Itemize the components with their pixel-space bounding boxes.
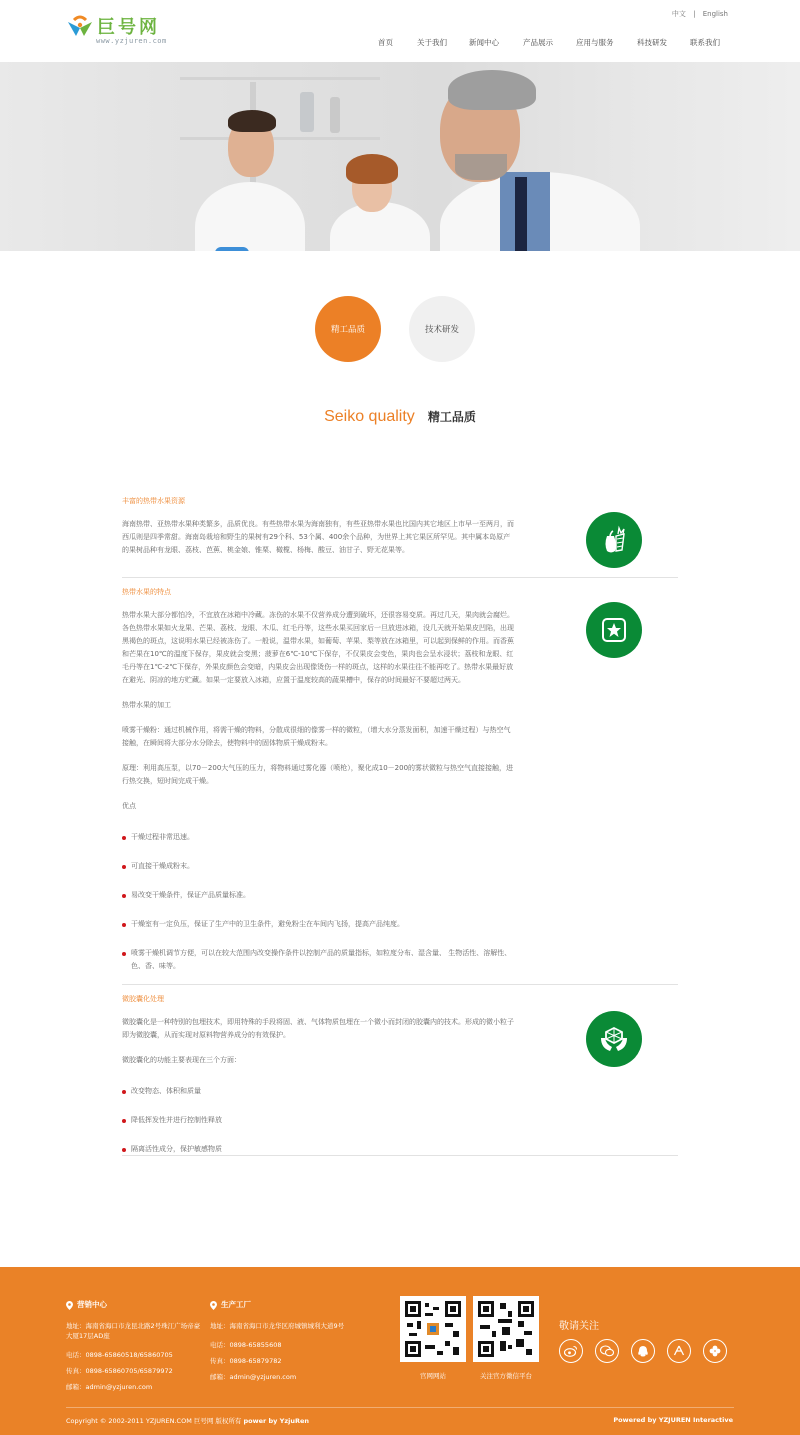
list-item: 干燥室有一定负压，保证了生产中的卫生条件，避免粉尘在车间内飞扬，提高产品纯度。 xyxy=(122,918,517,931)
list-item: 改变物态、体积和质量 xyxy=(122,1085,517,1098)
block-paragraph: 微胶囊化的功能主要表现在三个方面： xyxy=(122,1056,241,1064)
lang-chinese-link[interactable]: 中文 xyxy=(671,10,686,18)
scientist-left xyxy=(195,182,305,251)
footer-factory-address: 地址：海南省海口市龙华区府城镇城利大道9号 xyxy=(210,1322,345,1330)
block-heading: 热带水果的特点 xyxy=(122,588,171,596)
footer-factory-phone: 电话：0898-65855608 xyxy=(210,1341,282,1349)
tencent-weibo-icon[interactable] xyxy=(667,1339,691,1363)
lang-separator: | xyxy=(693,10,696,18)
copyright xyxy=(66,1416,309,1425)
follow-title: 敬请关注 xyxy=(559,1321,599,1332)
qr-wechat-label: 关注官方微信平台 xyxy=(480,1372,532,1380)
qr-site-label: 官网网站 xyxy=(420,1372,446,1380)
nav-products[interactable]: 产品展示 xyxy=(523,38,553,47)
logo-url: www.yzjuren.com xyxy=(96,37,167,45)
footer-sales-title: 营销中心 xyxy=(77,1300,107,1309)
footer-sales-fax: 传真：0898-65860705/65879972 xyxy=(66,1367,173,1375)
footer-factory-email[interactable]: 邮箱：admin@yzjuren.com xyxy=(210,1373,297,1381)
site-footer xyxy=(0,1267,800,1435)
block-divider xyxy=(122,984,678,985)
clover-icon[interactable] xyxy=(703,1339,727,1363)
section-title-cn: 精工品质 xyxy=(427,410,476,424)
block-paragraph: 热带水果的加工 xyxy=(122,701,171,709)
list-item: 干燥过程非常迅速。 xyxy=(122,831,517,844)
fruit-icon xyxy=(586,512,642,568)
block-paragraph: 喷雾干燥粉：通过机械作用，将需干燥的物料，分散成很细的像雾一样的微粒，（增大水分蒸发面积，加速干燥过程）与热空气接触，在瞬间将大部分水分除去，使物料中的固体物质干燥成粉末。 xyxy=(122,726,511,747)
tab-research[interactable]: 技术研发 xyxy=(409,296,475,362)
qq-icon[interactable] xyxy=(631,1339,655,1363)
powered-by[interactable]: Powered by YZJUREN Interactive xyxy=(613,1416,733,1424)
section-title-en: Seiko quality xyxy=(324,408,415,425)
list-item: 喷雾干燥机调节方便，可以在较大范围内改变操作条件以控制产品的质量指标，如粒度分布、湿含量、 生物活性、溶解性、色、香、味等。 xyxy=(122,947,517,973)
site-header xyxy=(0,0,800,62)
hands-protect-icon xyxy=(586,1011,642,1067)
list-item: 隔离活性成分，保护敏感物质 xyxy=(122,1143,517,1156)
nav-about[interactable]: 关于我们 xyxy=(417,38,447,47)
qr-code-icon xyxy=(478,1301,534,1357)
section-title xyxy=(0,406,800,426)
tab-quality[interactable]: 精工品质 xyxy=(315,296,381,362)
location-pin-icon xyxy=(210,1301,217,1310)
block-divider xyxy=(122,1155,678,1156)
logo-text: 巨号网 xyxy=(97,17,160,38)
qr-code-wechat xyxy=(473,1296,539,1362)
footer-sales-address: 地址：海南省海口市龙昆北路2号珠江广场帝豪大厦17层AD座 xyxy=(66,1322,201,1340)
block-paragraph: 热带水果大部分都怕冷，不宜放在冰箱中冷藏。冻伤的水果不仅营养成分遭到破坏，还很容易变质。再过几天，果肉就会腐烂。各色热带水果如火龙果、芒果、荔枝、龙眼、木瓜、红毛丹等，这些水果买回家后一旦放进冰箱，没几天就开始果皮凹陷，出现黑褐色的斑点，这说明水果已经被冻伤了。一般说，温带水果，如葡萄、苹果、梨等放在冰箱里，可以起到保鲜的作用。而香蕉和芒果在10℃的温度下保存，果皮就会变黑；菠萝在6℃-10℃下保存，不仅果皮会变色，果肉也会呈水浸状；荔枝和龙眼、红毛丹等在1℃-2℃下保存，外果皮颜色会变暗，内果皮会出现像烫伤一样的斑点，这样的水果往往不能再吃了。热带水果最好放在避光、阴凉的地方贮藏。如果一定要放入冰箱，应置于温度较高的蔬果槽中，保存的时间最好不要超过两天。 xyxy=(122,611,514,684)
main-nav xyxy=(366,37,766,51)
nav-contact[interactable]: 联系我们 xyxy=(690,38,720,47)
block-heading: 丰富的热带水果资源 xyxy=(122,497,185,505)
lang-english-link[interactable]: English xyxy=(702,10,728,18)
block-paragraph: 原理：利用高压泵，以70－200大气压的压力，将物料通过雾化器（喷枪），聚化成10－200的雾状微粒与热空气直接接触，进行热交换，短时间完成干燥。 xyxy=(122,764,514,785)
location-pin-icon xyxy=(66,1301,73,1310)
copyright-power: power by YzjuRen xyxy=(243,1417,310,1425)
logo-mark-icon xyxy=(66,14,94,42)
footer-divider xyxy=(66,1407,734,1408)
block-divider xyxy=(122,577,678,578)
nav-news[interactable]: 新闻中心 xyxy=(469,38,499,47)
footer-factory-fax: 传真：0898-65879782 xyxy=(210,1357,282,1365)
nav-services[interactable]: 应用与服务 xyxy=(576,38,614,47)
list-item: 可直接干燥成粉末。 xyxy=(122,860,517,873)
footer-sales-info xyxy=(66,1297,206,1395)
qr-code-site xyxy=(400,1296,466,1362)
block-paragraph: 海南热带、亚热带水果种类繁多，品质优良。有些热带水果为海南独有，有些亚热带水果也比国内其它地区上市早一至两月，而西瓜则是四季常甜。海南岛栽培和野生的果树有29个科、53个属、400余个品种，为世界上其它果区所罕见。其中属本岛原产的果树品种有龙眼、荔枝、芭蕉、桃金娘、锥栗、橄榄、杨梅、酸豆、油甘子、野无花果等。 xyxy=(122,520,514,554)
copyright-text: Copyright © 2002-2011 YZJUREN.COM 巨号网 版权所有 xyxy=(66,1417,242,1425)
footer-factory-title: 生产工厂 xyxy=(221,1300,251,1309)
block-paragraph: 优点 xyxy=(122,802,136,810)
footer-sales-phone: 电话：0898-65860518/65860705 xyxy=(66,1351,173,1359)
block-heading: 微胶囊化处理 xyxy=(122,995,164,1003)
list-item: 降低挥发性并进行控制性释放 xyxy=(122,1114,517,1127)
nav-research[interactable]: 科技研发 xyxy=(637,38,667,47)
star-icon xyxy=(586,602,642,658)
weibo-icon[interactable] xyxy=(559,1339,583,1363)
language-switch xyxy=(672,9,728,19)
block-paragraph: 微胶囊化是一种特别的包埋技术，即用特殊的手段将固、液、气体物质包埋在一个微小而封闭的胶囊内的技术。形成的微小粒子即为微胶囊，从而实现对原料物营养成分的有效保护。 xyxy=(122,1018,514,1039)
list-item: 易改变干燥条件，保证产品质量标准。 xyxy=(122,889,517,902)
footer-sales-email[interactable]: 邮箱：admin@yzjuren.com xyxy=(66,1383,153,1391)
hero-banner xyxy=(0,62,800,251)
site-logo[interactable] xyxy=(66,12,196,48)
wechat-icon[interactable] xyxy=(595,1339,619,1363)
footer-factory-info xyxy=(210,1297,355,1385)
nav-home[interactable]: 首页 xyxy=(378,38,393,47)
qr-code-icon xyxy=(405,1301,461,1357)
